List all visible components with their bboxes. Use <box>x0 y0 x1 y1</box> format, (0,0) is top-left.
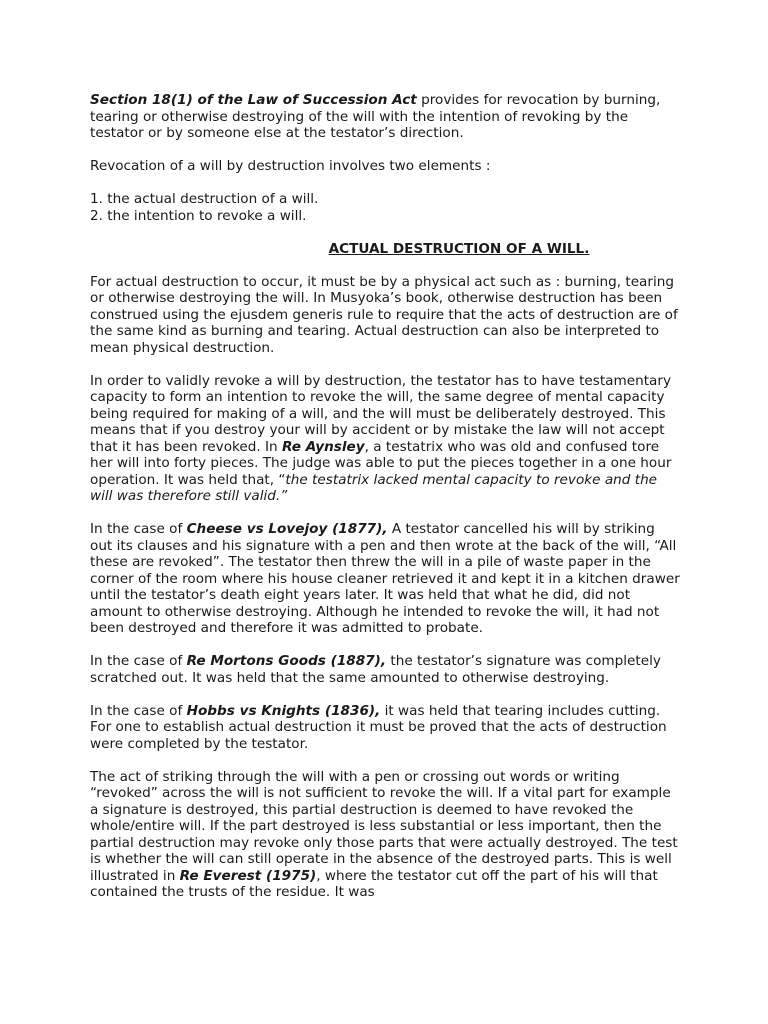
paragraph-text: it was held that tearing includes cutting. For one to establish actual destruction it must be proved that the acts of destruction were completed by the testator. <box>90 702 667 752</box>
elements-list <box>90 191 680 224</box>
paragraph-capacity <box>90 373 680 505</box>
document-page <box>90 92 680 917</box>
case-citation: Re Everest (1975) <box>179 867 317 884</box>
paragraph-hobbs-knights <box>90 703 680 753</box>
case-citation: Hobbs vs Knights (1836), <box>186 702 381 719</box>
list-item: 2. the intention to revoke a will. <box>90 207 307 224</box>
paragraph-cheese-lovejoy <box>90 521 680 637</box>
paragraph-text: In order to validly revoke a will by destruction, the testator has to have testamentary capacity to form an intention to revoke the will, the same degree of mental capacity being required for making of a will, and the will must be deliberately destroyed. This means that if you destroy your will by accident or by mistake the law will not accept that it has been revoked. In <box>90 372 672 455</box>
paragraph-text: A testator cancelled his will by striking out its clauses and his signature with a pen and then wrote at the back of the will, “All these are revoked”. The testator then threw the will in a pile of waste paper in the corner of the room where his house cleaner retrieved it and kept it in a kitchen drawer until the testator’s death eight years later. It was held that what he did, did not amount to otherwise destroying. Although he intended to revoke the will, it had not been destroyed and therefore it was admitted to probate. <box>90 521 680 636</box>
paragraph-text: , a testatrix who was old and confused tore her will into forty pieces. The judge was able to put the pieces together in a one hour operation. It was held that, “ <box>90 438 672 488</box>
paragraph-intro <box>90 92 680 142</box>
list-item: 1. the actual destruction of a will. <box>90 191 319 207</box>
case-citation: Re Mortons Goods (1887), <box>186 653 387 669</box>
section-heading: ACTUAL DESTRUCTION OF A WILL. <box>328 240 590 257</box>
paragraph-partial-destruction <box>90 769 680 901</box>
paragraph-text: provides for revocation by burning, tearing or otherwise destroying of the will with the intention of revoking by the testator or by someone else at the testator’s direction. <box>90 92 661 141</box>
quotation: the testatrix lacked mental capacity to revoke and the will was therefore still valid.” <box>90 471 658 504</box>
paragraph-text: , where the testator cut off the part of his will that contained the trusts of the residue. It was <box>90 867 658 900</box>
paragraph-text: In the case of <box>90 702 187 719</box>
case-citation: Section 18(1) of the Law of Succession Act <box>90 92 417 108</box>
paragraph-text: the testator’s signature was completely scratched out. It was held that the same amounted to otherwise destroying. <box>90 653 661 686</box>
paragraph-mortons-goods <box>90 653 680 686</box>
paragraph-text: The act of striking through the will with a pen or crossing out words or writing “revoked” across the will is not sufficient to revoke the will. If a vital part for example a signature is destroyed, this partial destruction is deemed to have revoked the whole/entire will. If the part destroyed is less substantial or less important, then the partial destruction may revoke only those parts that were actually destroyed. The test is whether the will can still operate in the absence of the destroyed parts. This is well illustrated in <box>90 768 678 884</box>
case-citation: Re Aynsley <box>281 438 365 455</box>
paragraph-text: In the case of <box>90 653 187 669</box>
paragraph-elements: Revocation of a will by destruction involves two elements : <box>90 158 491 174</box>
paragraph-physical-act: For actual destruction to occur, it must be by a physical act such as : burning, tearing or otherwise destroying the will. In Musyoka’s book, otherwise destruction has been construed using the ejusdem generis rule to require that the acts of destruction are of the same kind as burning and tearing. Actual destruction can also be interpreted to mean physical destruction. <box>90 273 678 356</box>
case-citation: Cheese vs Lovejoy (1877), <box>186 521 388 537</box>
paragraph-text: In the case of <box>90 521 187 537</box>
